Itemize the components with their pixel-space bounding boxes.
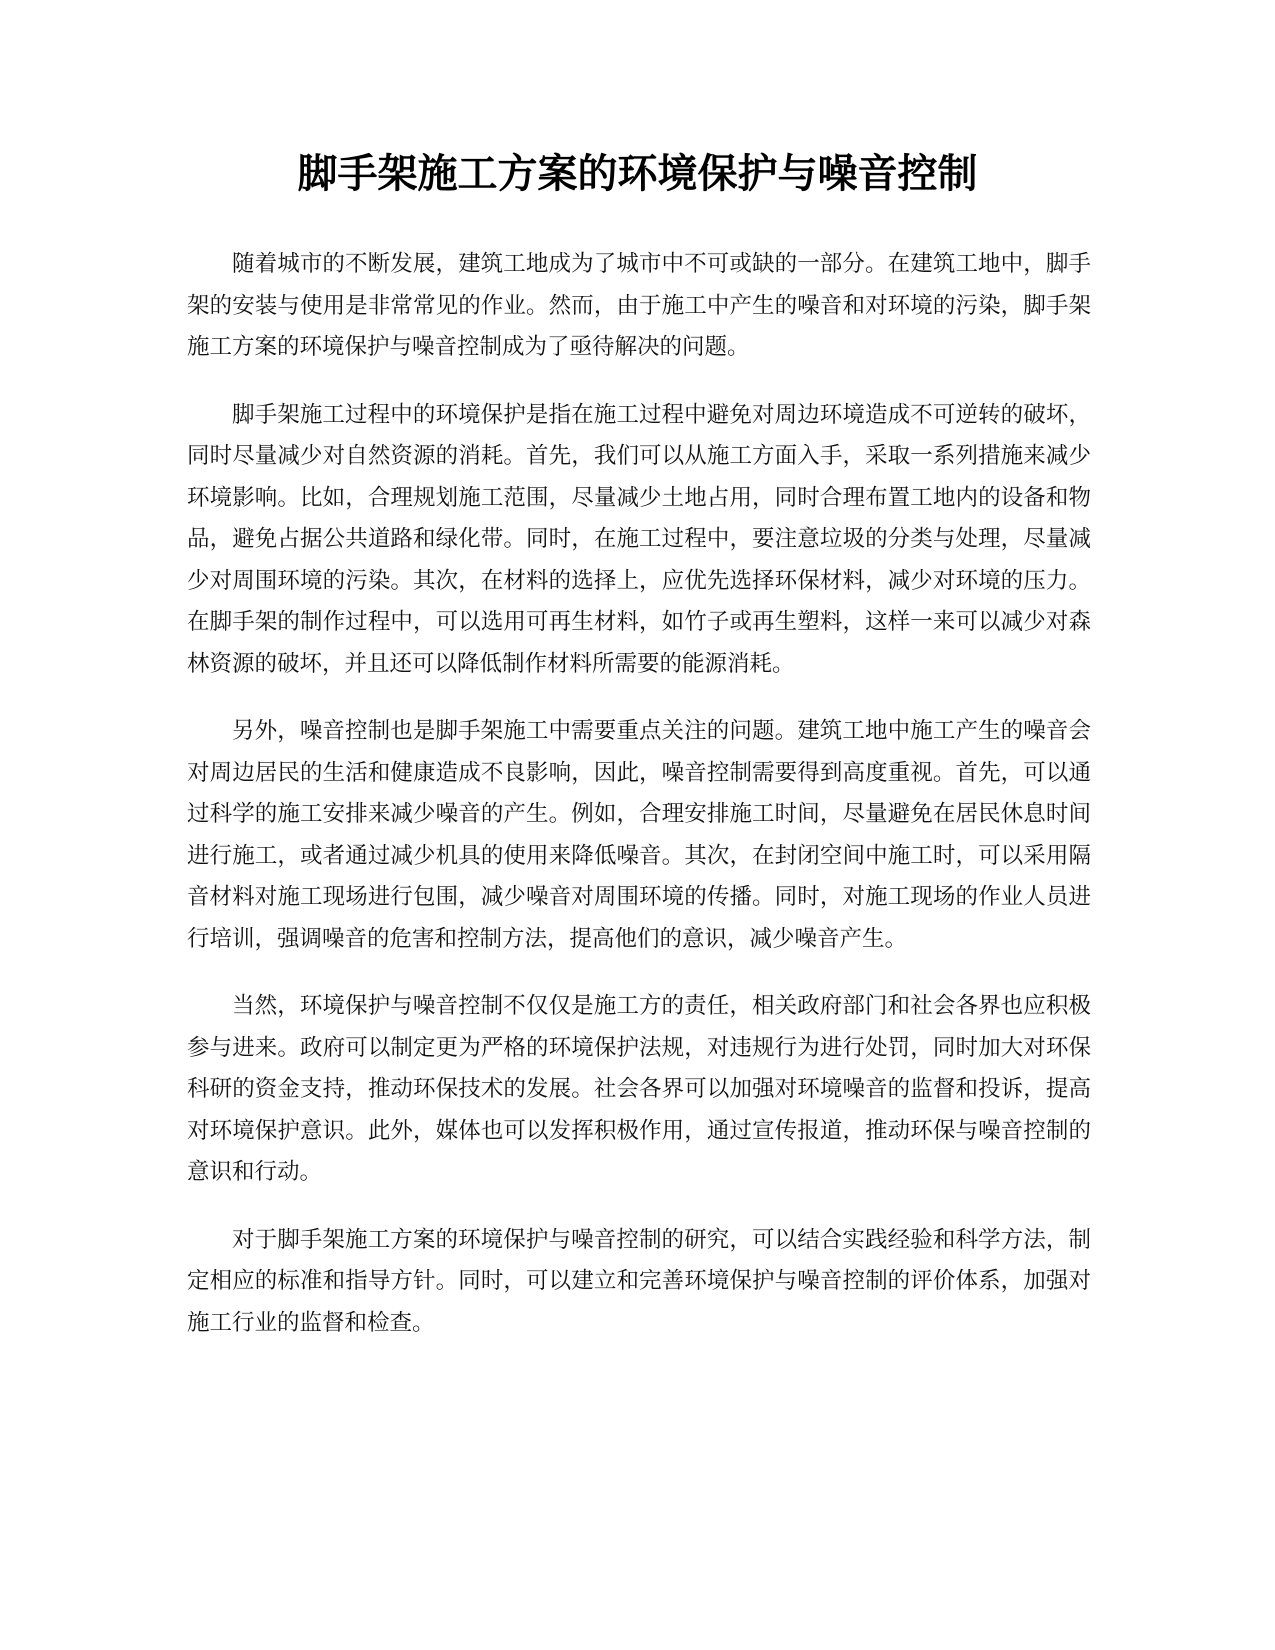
document-title: 脚手架施工方案的环境保护与噪音控制	[297, 151, 978, 197]
paragraph-4: 当然，环境保护与噪音控制不仅仅是施工方的责任，相关政府部门和社会各界也应积极参与进来。政府可以制定更为严格的环境保护法规，对违规行为进行处罚，同时加大对环保科研的资金支持，推动环保技术的发展。社会各界可以加强对环境噪音的监督和投诉，提高对环境保护意识。此外，媒体也可以发挥积极作用，通过宣传报道，推动环保与噪音控制的意识和行动。	[187, 993, 1091, 1185]
paragraph-2: 脚手架施工过程中的环境保护是指在施工过程中避免对周边环境造成不可逆转的破坏，同时尽量减少对自然资源的消耗。首先，我们可以从施工方面入手，采取一系列措施来减少环境影响。比如，合理规划施工范围，尽量减少土地占用，同时合理布置工地内的设备和物品，避免占据公共道路和绿化带。同时，在施工过程中，要注意垃圾的分类与处理，尽量减少对周围环境的污染。其次，在材料的选择上，应优先选择环保材料，减少对环境的压力。在脚手架的制作过程中，可以选用可再生材料，如竹子或再生塑料，这样一来可以减少对森林资源的破坏，并且还可以降低制作材料所需要的能源消耗。	[187, 401, 1091, 677]
paragraph-3: 另外，噪音控制也是脚手架施工中需要重点关注的问题。建筑工地中施工产生的噪音会对周边居民的生活和健康造成不良影响，因此，噪音控制需要得到高度重视。首先，可以通过科学的施工安排来减少噪音的产生。例如，合理安排施工时间，尽量避免在居民休息时间进行施工，或者通过减少机具的使用来降低噪音。其次，在封闭空间中施工时，可以采用隔音材料对施工现场进行包围，减少噪音对周围环境的传播。同时，对施工现场的作业人员进行培训，强调噪音的危害和控制方法，提高他们的意识，减少噪音产生。	[187, 718, 1091, 952]
paragraph-1: 随着城市的不断发展，建筑工地成为了城市中不可或缺的一部分。在建筑工地中，脚手架的安装与使用是非常常见的作业。然而，由于施工中产生的噪音和对环境的污染，脚手架施工方案的环境保护与噪音控制成为了亟待解决的问题。	[187, 251, 1091, 360]
document-body	[187, 244, 1091, 1370]
paragraph-5: 对于脚手架施工方案的环境保护与噪音控制的研究，可以结合实践经验和科学方法，制定相应的标准和指导方针。同时，可以建立和完善环境保护与噪音控制的评价体系，加强对施工行业的监督和检查。	[187, 1226, 1091, 1336]
